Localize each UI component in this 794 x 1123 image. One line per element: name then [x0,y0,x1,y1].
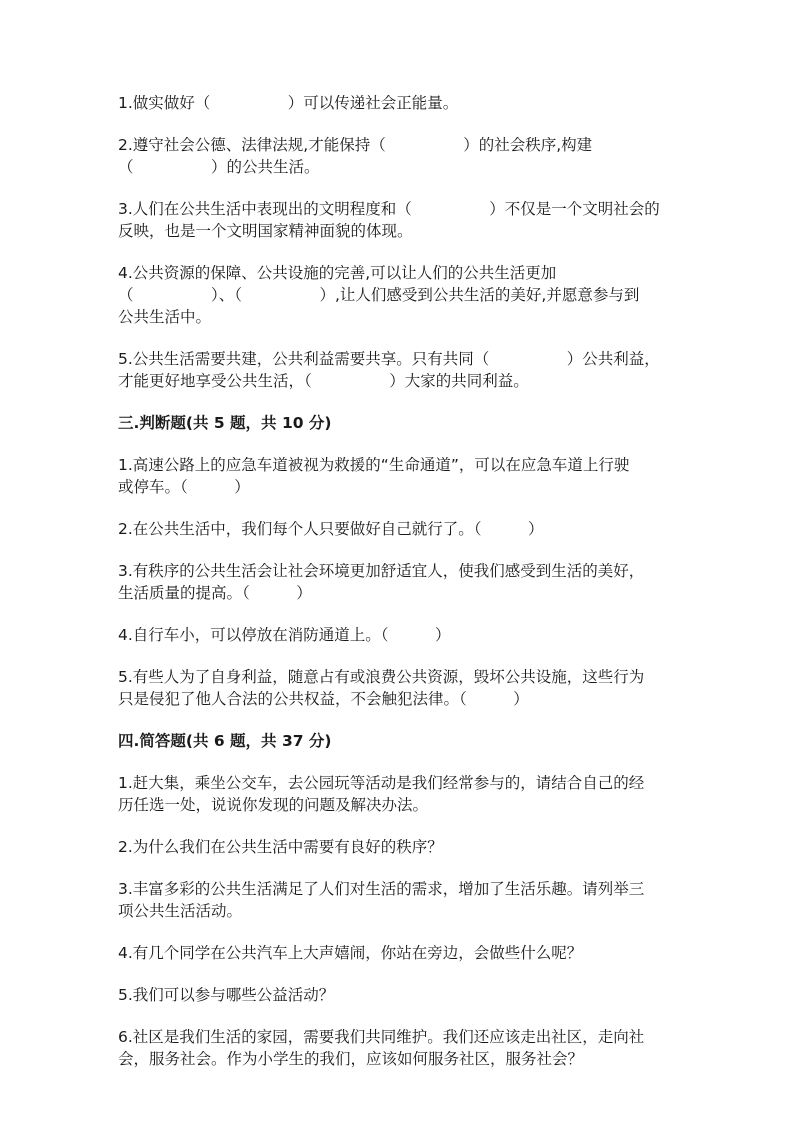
exam-page [118,92,678,1090]
short-answer-question-5 [118,984,678,1006]
fill-in-question-5 [118,348,678,392]
short-answer-question-4 [118,942,678,964]
question-line: 2.在公共生活中，我们每个人只要做好自己就行了。（ ） [118,520,544,538]
fill-in-question-1 [118,92,678,114]
question-line: 才能更好地享受公共生活，（ ）大家的共同利益。 [118,372,529,390]
true-false-question-3 [118,560,678,604]
question-line: （ ）的公共生活。 [118,158,320,176]
section-heading: 三.判断题(共 5 题，共 10 分) [118,414,332,432]
question-line: 4.公共资源的保障、公共设施的完善,可以让人们的公共生活更加 [118,264,557,282]
question-line: 只是侵犯了他人合法的公共权益，不会触犯法律。（ ） [118,690,529,708]
question-line: 2.为什么我们在公共生活中需要有良好的秩序？ [118,838,443,856]
question-line: 历任选一处，说说你发现的问题及解决办法。 [118,796,429,814]
true-false-question-5 [118,666,678,710]
question-line: 项公共生活活动。 [118,902,243,920]
question-line: 1.高速公路上的应急车道被视为救援的“生命通道”，可以在应急车道上行驶 [118,456,630,474]
question-line: 反映，也是一个文明国家精神面貌的体现。 [118,222,413,240]
question-line: 会，服务社会。作为小学生的我们，应该如何服务社区，服务社会？ [118,1050,584,1068]
question-line: 或停车。（ ） [118,478,250,496]
question-line: 1.做实做好（ ）可以传递社会正能量。 [118,94,459,112]
question-line: 5.我们可以参与哪些公益活动？ [118,986,335,1004]
question-line: 4.自行车小，可以停放在消防通道上。（ ） [118,626,451,644]
question-line: 3.有秩序的公共生活会让社会环境更加舒适宜人，使我们感受到生活的美好， [118,562,645,580]
true-false-question-2 [118,518,678,540]
question-line: 2.遵守社会公德、法律法规,才能保持（ ）的社会秩序,构建 [118,136,593,154]
question-line: 公共生活中。 [118,308,212,326]
short-answer-question-3 [118,878,678,922]
section-heading: 四.简答题(共 6 题，共 37 分) [118,732,332,750]
question-line: 3.人们在公共生活中表现出的文明程度和（ ）不仅是一个文明社会的 [118,200,660,218]
fill-in-question-4 [118,262,678,328]
question-line: 3.丰富多彩的公共生活满足了人们对生活的需求，增加了生活乐趣。请列举三 [118,880,645,898]
question-line: 1.赶大集，乘坐公交车，去公园玩等活动是我们经常参与的，请结合自己的经 [118,774,645,792]
true-false-question-1 [118,454,678,498]
short-answer-section [118,730,678,1070]
true-false-question-4 [118,624,678,646]
fill-in-question-2 [118,134,678,178]
short-answer-question-1 [118,772,678,816]
short-answer-question-2 [118,836,678,858]
question-line: 4.有几个同学在公共汽车上大声嬉闹，你站在旁边，会做些什么呢？ [118,944,583,962]
question-line: 5.有些人为了自身利益，随意占有或浪费公共资源，毁坏公共设施，这些行为 [118,668,645,686]
fill-in-section [118,92,678,392]
fill-in-question-3 [118,198,678,242]
true-false-section [118,412,678,710]
question-line: 5.公共生活需要共建，公共利益需要共享。只有共同（ ）公共利益， [118,350,660,368]
question-line: 生活质量的提高。（ ） [118,584,312,602]
question-line: （ ）、（ ）,让人们感受到公共生活的美好,并愿意参与到 [118,286,640,304]
question-line: 6.社区是我们生活的家园，需要我们共同维护。我们还应该走出社区，走向社 [118,1028,645,1046]
short-answer-question-6 [118,1026,678,1070]
